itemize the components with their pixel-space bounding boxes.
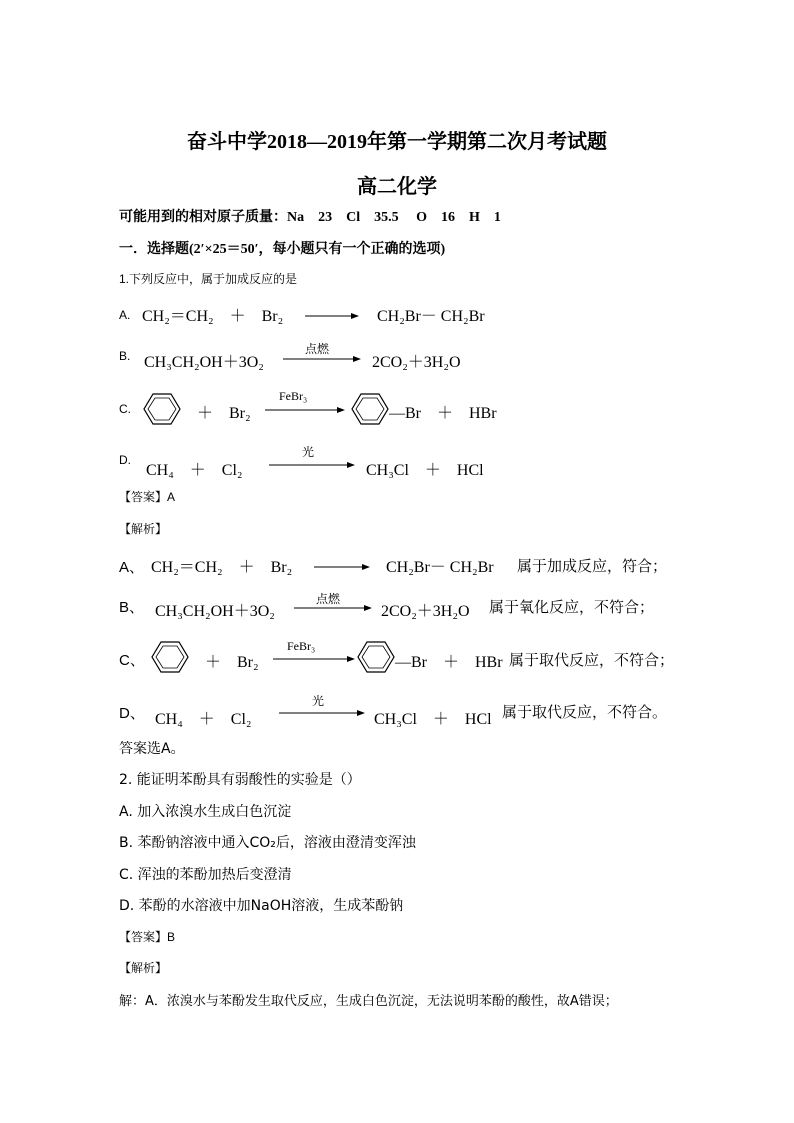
section-heading: 一．选择题(2′×25＝50′，每小题只有一个正确的选项) <box>119 242 446 257</box>
option-label: C. <box>119 402 131 416</box>
benzene-ring-icon <box>351 392 389 426</box>
reaction-arrow <box>269 462 355 468</box>
analysis-comment: 属于取代反应，不符合。 <box>502 703 668 721</box>
reactants: ＋ Br₂ <box>197 405 251 422</box>
q2-analysis-text: 解：A．浓溴水与苯酚发生取代反应，生成白色沉淀，无法说明苯酚的酸性，故A错误； <box>119 994 618 1009</box>
reaction-arrow <box>273 656 355 662</box>
products: 2CO₂＋3H₂O <box>381 603 470 620</box>
reactants: CH₃CH₂OH＋3O₂ <box>144 354 264 371</box>
analysis-a <box>119 552 679 584</box>
q2-option-d: D. 苯酚的水溶液中加NaOH溶液，生成苯酚钠 <box>119 898 404 914</box>
analysis-label: A、 <box>119 559 145 576</box>
q2-answer: 【答案】B <box>119 930 176 944</box>
q2-option-b: B. 苯酚钠溶液中通入CO₂后，溶液由澄清变浑浊 <box>119 835 416 851</box>
option-label: B. <box>119 349 131 363</box>
reaction-arrow <box>314 564 370 570</box>
analysis-comment: 属于加成反应，符合； <box>517 557 668 575</box>
products: CH₃Cl ＋ HCl <box>366 462 484 479</box>
q2-stem: 2. 能证明苯酚具有弱酸性的实验是（） <box>119 772 361 788</box>
reactants: CH₄ ＋ Cl₂ <box>155 711 252 728</box>
products: CH₂Br－ CH₂Br <box>377 308 485 325</box>
exam-title: 奋斗中学2018—2019年第一学期第二次月考试题 <box>187 131 607 153</box>
option-label: A. <box>119 308 131 322</box>
q1-option-d <box>119 443 679 479</box>
reaction-arrow <box>294 605 372 611</box>
q1-stem: 1.下列反应中，属于加成反应的是 <box>119 272 298 286</box>
reaction-condition: 光 <box>302 445 315 459</box>
products: CH₂Br－ CH₂Br <box>386 559 494 576</box>
reactants: ＋ Br₂ <box>205 654 259 671</box>
reaction-arrow <box>305 313 359 319</box>
products: 2CO₂＋3H₂O <box>372 354 461 371</box>
reactants: CH₄ ＋ Cl₂ <box>146 462 243 479</box>
products: CH₃Cl ＋ HCl <box>374 711 492 728</box>
products: —Br ＋ HBr <box>395 654 503 671</box>
reaction-condition: FeBr₃ <box>287 639 316 653</box>
analysis-b <box>119 592 679 624</box>
analysis-label: D、 <box>119 705 145 722</box>
reactants: CH₂＝CH₂ ＋ Br₂ <box>151 559 293 576</box>
analysis-d <box>119 692 679 728</box>
reaction-condition: 光 <box>312 694 325 708</box>
benzene-ring-icon <box>357 640 395 674</box>
q2-analysis-heading: 【解析】 <box>119 961 168 975</box>
reaction-condition: 点燃 <box>316 592 341 606</box>
q1-analysis-heading: 【解析】 <box>119 522 168 536</box>
benzene-ring-icon <box>143 392 181 426</box>
reaction-arrow <box>279 710 365 716</box>
analysis-c <box>119 640 679 672</box>
atomic-masses: 可能用到的相对原子质量：Na 23 Cl 35.5 O 16 H 1 <box>119 210 501 225</box>
analysis-comment: 属于氧化反应，不符合； <box>489 598 655 616</box>
q1-answer: 【答案】A <box>119 490 176 504</box>
reaction-condition: FeBr₃ <box>279 389 308 403</box>
products: —Br ＋ HBr <box>389 405 497 422</box>
q2-option-a: A. 加入浓溴水生成白色沉淀 <box>119 804 292 820</box>
reaction-arrow <box>283 356 361 362</box>
reactants: CH₂＝CH₂ ＋ Br₂ <box>142 308 284 325</box>
option-label: D. <box>119 453 131 467</box>
q2-option-c: C. 浑浊的苯酚加热后变澄清 <box>119 867 292 883</box>
analysis-comment: 属于取代反应，不符合； <box>509 651 675 669</box>
q1-option-c <box>119 389 679 424</box>
analysis-label: C、 <box>119 652 145 669</box>
benzene-ring-icon <box>151 640 189 674</box>
exam-subtitle: 高二化学 <box>357 176 437 198</box>
q1-option-b <box>119 343 679 375</box>
q1-conclusion: 答案选A。 <box>119 741 185 757</box>
reaction-arrow <box>265 407 345 413</box>
analysis-label: B、 <box>119 599 145 616</box>
reaction-condition: 点燃 <box>305 342 330 356</box>
reactants: CH₃CH₂OH＋3O₂ <box>155 603 275 620</box>
q1-option-a <box>119 300 679 332</box>
